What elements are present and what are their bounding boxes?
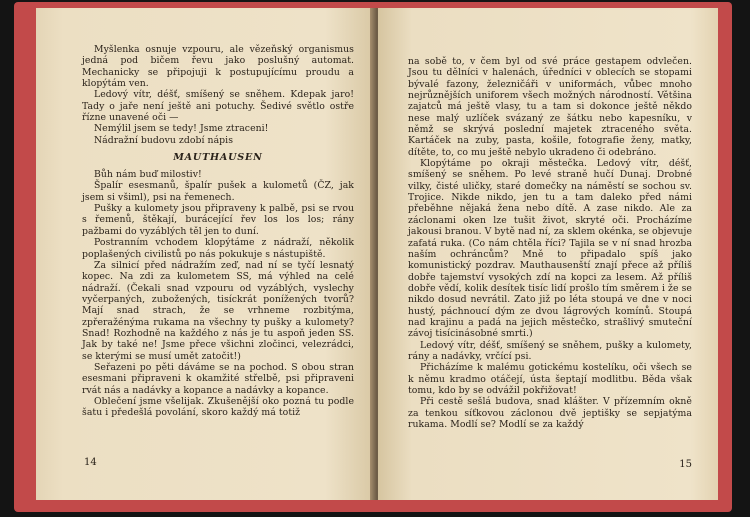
left-page — [36, 8, 376, 500]
paragraph: Ledový vítr, déšť, smíšený se sněhem, pušky a kulomety, rány a nadávky, vrčící psi. — [408, 339, 692, 362]
page-number: 15 — [679, 459, 692, 470]
paragraph: Oblečení jsme všelijak. Zkušenější oko pozná tu podle šatu i předešlá povolání, skoro každý má totiž — [82, 395, 354, 419]
paragraph: Přicházíme k malému gotickému kostelíku, oči všech se k němu kradmo otáčejí, ústa šeptají modlitbu. Běda však tomu, kdo by se odvážil pokřižovat! — [408, 362, 692, 396]
paragraph: Při cestě sešlá budova, snad klášter. V přízemním okně za tenkou síťkovou záclonou dvě jeptišky se sepjatýma rukama. Modlí se? Modlí se za každý — [408, 396, 692, 430]
left-page-text — [82, 44, 354, 419]
paragraph: Nemýlil jsem se tedy! Jsme ztraceni! — [94, 123, 269, 135]
section-heading: MAUTHAUSEN — [173, 152, 263, 164]
paragraph: Myšlenka osnuje vzpouru, ale vězeňský organismus jedná pod bičem řevu jako poslušný automat. Mechanicky se připojuji k postupujícímu proudu a klopýtám ven. — [82, 44, 354, 90]
paragraph: na sobě to, v čem byl od své práce gestapem odvlečen. Jsou tu dělníci v halenách, úředníci v oblecích se stopami bývalé fazony, železničáři v uniformách, vůbec mnoho nejrůznějších uniforem všech možných národností. Většina zajatců má ještě vlasy, tu a tam si dokonce ještě někdo nese malý uzlíček svázaný ze šátku nebo kapesníku, v němž se skrývá poslední majetek ztraceného světa. Kartáček na zuby, pasta, košile, fotografie ženy, matky, dítěte, to, co mu ještě nebylo ukradeno či odebráno. — [408, 56, 692, 158]
paragraph: Nádražní budovu zdobí nápis — [94, 134, 234, 146]
page-number: 14 — [84, 457, 97, 468]
paragraph: Za silnicí před nádražím zeď, nad ní se tyčí lesnatý kopec. Na zdi za kulometem SS, má výhled na celé nádraží. (Čekali snad vzpouru od vyzáblých, vyslechy vyčerpaných, zubožených, tisíckrát ponížených tvorů? Mají snad strach, že se vrhneme rozbitýma, zpřeražénýma rukama na všechny ty pušky a kulomety? Snad! Rozhodně na každého z nás je tu aspoň jeden SS. Jak by také ne! Jsme přece všichni zločinci, velezrádci, se kterými se musí umět zatočit!) — [82, 259, 354, 362]
paragraph: Špalír esesmanů, špalír pušek a kulometů (ČZ, jak jsem si všiml), psi na řemenech. — [82, 180, 354, 203]
paragraph: Seřazeni po pěti dáváme se na pochod. S obou stran esesmani připraveni k okamžité střelbě, psi připraveni rvát nás a nadávky a kopance a nadávky a kopance. — [82, 361, 354, 396]
paragraph: Bůh nám buď milostiv! — [94, 169, 202, 181]
paragraph: Ledový vítr, déšť, smíšený se sněhem. Kdepak jaro! Tady o jaře není ještě ani potuchy. Šedivé světlo ostře řízne unavené oči — — [82, 89, 354, 124]
right-page — [378, 8, 718, 500]
paragraph: Postranním vchodem klopýtáme z nádraží, několik poplašených civilistů po nás pokukuje s nástupiště. — [82, 237, 354, 260]
paragraph: Pušky a kulomety jsou připraveny k palbě, psi se rvou s řemenů, štěkají, burácející řev los los los; rány pažbami do vyzáblých těl jen to duní. — [82, 203, 354, 237]
book — [14, 2, 732, 512]
paragraph: Klopýtáme po okraji městečka. Ledový vítr, déšť, smíšený se sněhem. Po levé straně hučí Dunaj. Drobné vilky, čisté uličky, staré domečky na náměstí se sochou sv. Trojice. Nikde nikdo, jen tu a tam daleko před námi přeběhne nějaká žena nebo dítě. A zase nikdo. Ale za záclonami oken lze tušit život, skryté oči. Procházíme jakousi branou. V bytě nad ní, za sklem okénka, se objevuje zafatá ruka. (Co nám chtěla říci? Tajila se v ní snad hrozba naším ochráncům? Mně to připadalo spíš jako komunistický pozdrav. Mauthausenští znají přece až příliš dobře tajemství vysokých zdí na kopci za lesem. Až příliš dobře vědí, kolik desítek tisíc lidí prošlo tím směrem i že se nikdo dosud nevrátil. Zato již po léta stoupá ve dne v noci hustý, páchnoucí dým ze dvou lágrových komínů. Stoupá nad krajinu a padá na jejich městečko, strašlivý smuteční závoj tisícinásobné smrti.) — [408, 158, 692, 340]
right-page-text — [408, 56, 692, 430]
